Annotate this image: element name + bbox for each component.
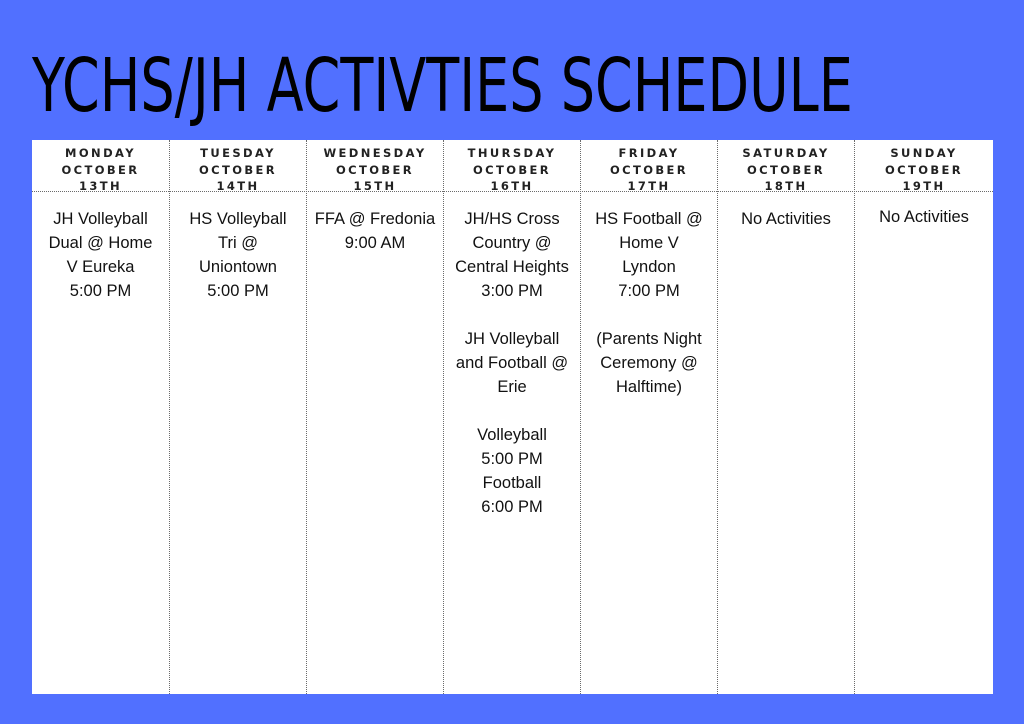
day-events [581, 207, 717, 399]
event-line: HS Football @ [595, 210, 703, 228]
day-header [444, 145, 580, 195]
date-label: 15TH [353, 179, 397, 193]
event-line: 9:00 AM [344, 234, 406, 252]
event-spacer [444, 303, 580, 327]
month-label: OCTOBER [472, 162, 552, 177]
day-column-friday [580, 140, 717, 694]
event-block [32, 207, 169, 303]
schedule-table [32, 140, 993, 694]
event-line: 5:00 PM [69, 282, 132, 300]
event-line: JH Volleyball [53, 210, 148, 228]
month-label: OCTOBER [61, 162, 140, 177]
month-label: OCTOBER [609, 162, 689, 177]
weekday-label: WEDNESDAY [323, 146, 427, 160]
event-line: Erie [497, 378, 527, 396]
event-line: 6:00 PM [481, 498, 543, 516]
day-header [581, 145, 717, 195]
weekday-label: SATURDAY [742, 146, 830, 160]
day-events [32, 207, 169, 303]
date-label: 16TH [490, 179, 534, 193]
day-events [718, 207, 854, 231]
date-label: 18TH [764, 179, 808, 193]
event-line: 5:00 PM [481, 450, 543, 468]
event-block [581, 207, 717, 303]
event-block [444, 207, 580, 303]
day-column-tuesday [169, 140, 306, 694]
event-line: Lyndon [622, 258, 676, 276]
month-label: OCTOBER [884, 162, 964, 177]
month-label: OCTOBER [198, 162, 278, 177]
event-block [444, 423, 580, 519]
event-line: HS Volleyball [189, 210, 287, 228]
event-line: Central Heights [455, 258, 569, 276]
event-block [170, 207, 306, 303]
day-events [855, 205, 993, 229]
event-line: 3:00 PM [481, 282, 543, 300]
event-line: Halftime) [615, 378, 682, 396]
event-block [307, 207, 443, 255]
event-block [581, 327, 717, 399]
event-block [855, 205, 993, 229]
day-header [718, 145, 854, 195]
day-header [170, 145, 306, 195]
event-line: Volleyball [477, 426, 547, 444]
event-line: JH/HS Cross [464, 210, 560, 228]
event-block [718, 207, 854, 231]
event-line: No Activities [741, 210, 831, 228]
event-line: 7:00 PM [618, 282, 680, 300]
date-label: 14TH [216, 179, 260, 193]
weekday-label: SUNDAY [890, 146, 958, 160]
event-line: Tri @ [218, 234, 258, 252]
date-label: 19TH [902, 179, 946, 193]
event-line: Ceremony @ [600, 354, 698, 372]
weekday-label: MONDAY [65, 146, 136, 160]
event-line: No Activities [879, 208, 969, 226]
day-header [855, 145, 993, 195]
page-title: YCHS/JH ACTIVTIES SCHEDULE [32, 43, 853, 129]
day-column-sunday [854, 140, 993, 694]
weekday-label: FRIDAY [618, 146, 680, 160]
event-block [444, 327, 580, 399]
event-line: V Eureka [66, 258, 135, 276]
event-line: Uniontown [199, 258, 277, 276]
day-column-saturday [717, 140, 854, 694]
day-column-thursday [443, 140, 580, 694]
month-label: OCTOBER [335, 162, 415, 177]
event-line: (Parents Night [596, 330, 702, 348]
date-label: 13TH [78, 179, 123, 193]
date-label: 17TH [627, 179, 671, 193]
event-spacer [581, 303, 717, 327]
day-events [307, 207, 443, 255]
month-label: OCTOBER [746, 162, 826, 177]
day-events [170, 207, 306, 303]
event-line: Home V [619, 234, 679, 252]
day-header [32, 145, 169, 195]
day-column-wednesday [306, 140, 443, 694]
event-line: Football [482, 474, 542, 492]
event-spacer [444, 399, 580, 423]
event-line: and Football @ [455, 354, 569, 372]
weekday-label: TUESDAY [200, 146, 276, 160]
day-column-monday [32, 140, 169, 694]
event-line: 5:00 PM [207, 282, 269, 300]
event-line: JH Volleyball [464, 330, 560, 348]
day-header [307, 145, 443, 195]
day-events [444, 207, 580, 519]
event-line: FFA @ Fredonia [314, 210, 436, 228]
event-line: Dual @ Home [48, 234, 153, 252]
weekday-label: THURSDAY [467, 146, 557, 160]
event-line: Country @ [472, 234, 552, 252]
